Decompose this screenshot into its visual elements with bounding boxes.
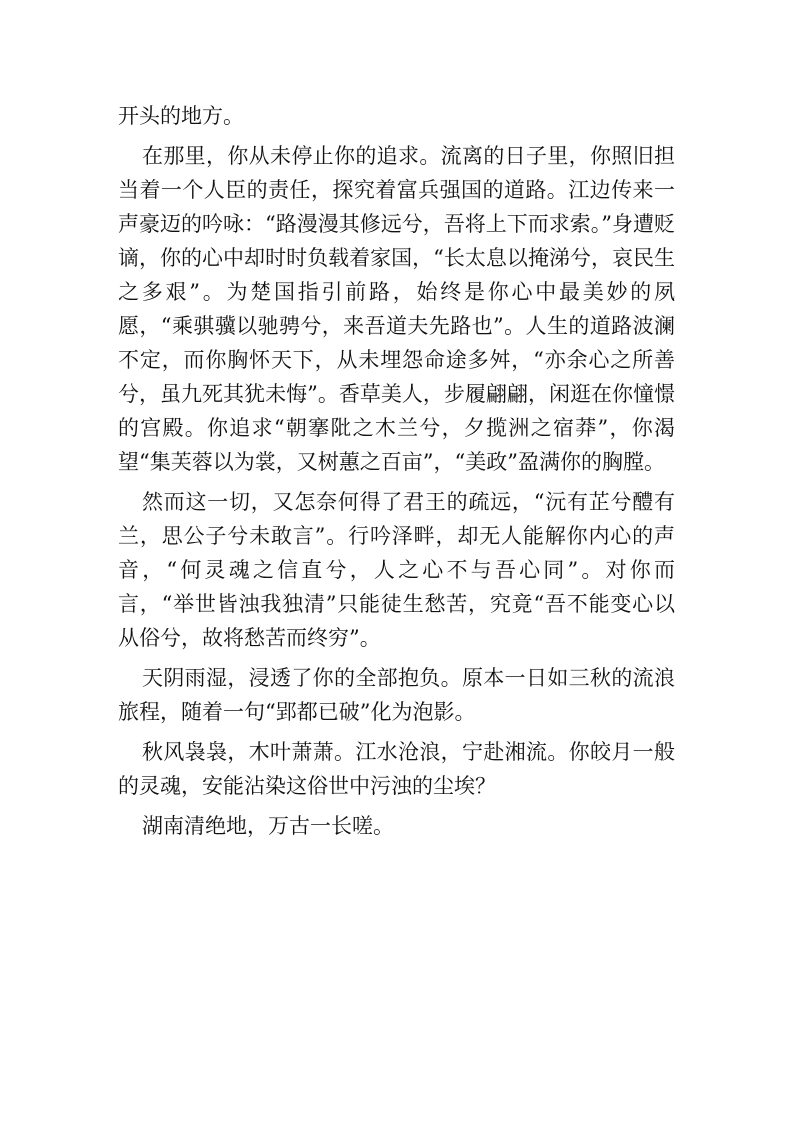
paragraph-2: 在那里，你从未停止你的追求。流离的日子里，你照旧担当着一个人臣的责任，探究着富兵强国的道路。江边传来一声豪迈的吟咏：“路漫漫其修远兮，吾将上下而求索。”身遭贬谪，你的心中却时时负载着家国，“长太息以掩涕兮，哀民生之多艰”。为楚国指引前路，始终是你心中最美妙的夙愿，“乘骐骥以驰骋兮，来吾道夫先路也”。人生的道路波澜不定，而你胸怀天下，从未埋怨命途多舛，“亦余心之所善兮，虽九死其犹未悔”。香草美人，步履翩翩，闲逛在你憧憬的宫殿。你追求“朝搴阰之木兰兮，夕揽洲之宿莽”，你渴望“集芙蓉以为裳，又树蕙之百亩”，“美政”盈满你的胸膛。 [118, 144, 675, 474]
paragraph-5: 秋风袅袅，木叶萧萧。江水沧浪，宁赴湘流。你皎月一般的灵魂，安能沾染这俗世中污浊的尘埃？ [118, 740, 675, 798]
paragraph-1: 开头的地方。 [118, 104, 244, 128]
paragraph-3: 然而这一切，又怎奈何得了君王的疏远，“沅有芷兮醴有兰，思公子兮未敢言”。行吟泽畔，却无人能解你内心的声音，“何灵魂之信直兮，人之心不与吾心同”。对你而言，“举世皆浊我独清”只能徒生愁苦，究竟“吾不能变心以从俗兮，故将愁苦而终穷”。 [118, 490, 675, 650]
paragraph-6: 湖南清绝地，万古一长嗟。 [142, 814, 394, 838]
paragraph-4: 天阴雨湿，浸透了你的全部抱负。原本一日如三秋的流浪旅程，随着一句“郢都已破”化为泡影。 [118, 666, 675, 724]
document-page [118, 99, 675, 849]
